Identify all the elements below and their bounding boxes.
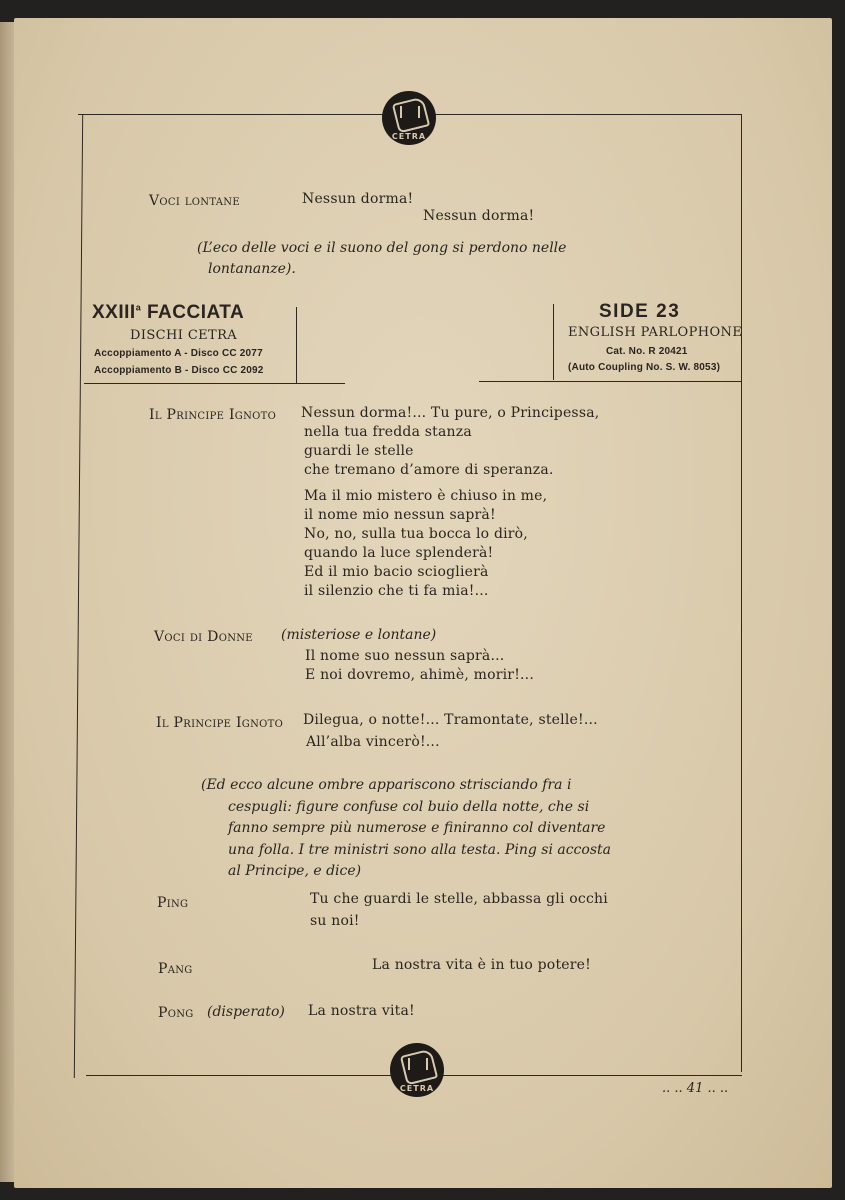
- cat-number: Cat. No. R 20421: [606, 346, 688, 357]
- frame-right-rule: [741, 114, 742, 1072]
- direction-line: una folla. I tre ministri sono alla testa. Ping si accosta: [228, 841, 611, 858]
- opening-line-2: Nessun dorma!: [423, 208, 535, 224]
- facciata-title: XXIII$^a$ FACCIATA: [92, 302, 245, 323]
- principe-line-1: Dilegua, o notte!... Tramontate, stelle!...: [303, 712, 598, 728]
- right-header-divider: [553, 304, 554, 380]
- verse-line: E noi dovremo, ahimè, morir!...: [305, 667, 534, 683]
- verse-line: Nessun dorma!... Tu pure, o Principessa,: [301, 405, 600, 421]
- coupling-b: Accoppiamento B - Disco CC 2092: [94, 365, 264, 376]
- page-number: .. .. 41 .. ..: [662, 1081, 729, 1096]
- donne-lines: [305, 647, 534, 685]
- speaker-voci-di-donne: Voci di Donne: [154, 629, 253, 645]
- verse-line: guardi le stelle: [304, 443, 414, 459]
- pong-note: (disperato): [207, 1004, 285, 1020]
- booklet-page: [14, 18, 832, 1188]
- ping-line-1: Tu che guardi le stelle, abbassa gli occhi: [310, 891, 608, 907]
- speaker-ping: Ping: [157, 895, 189, 911]
- speaker-pong: Pong: [158, 1005, 194, 1021]
- direction-line: cespugli: figure confuse col buio della notte, che si: [228, 798, 590, 815]
- principe-stanza-1: [301, 404, 599, 480]
- logo-text: CETRA: [399, 1084, 435, 1093]
- verse-line: No, no, sulla tua bocca lo dirò,: [304, 526, 528, 542]
- ping-line-2: su noi!: [310, 913, 360, 929]
- stage-direction: [201, 775, 611, 883]
- direction-line: al Principe, e dice): [228, 863, 362, 879]
- cetra-logo-top: [382, 91, 436, 145]
- speaker-principe-1: Il Principe Ignoto: [149, 407, 277, 423]
- opening-direction-1: (L’eco delle voci e il suono del gong si perdono nelle: [197, 240, 567, 256]
- dischi-cetra-label: DISCHI CETRA: [130, 328, 238, 343]
- speaker-principe-2: Il Principe Ignoto: [156, 715, 284, 731]
- auto-coupling: (Auto Coupling No. S. W. 8053): [568, 362, 721, 373]
- principe-line-2: All’alba vincerò!...: [306, 734, 440, 750]
- side-title: SIDE 23: [599, 301, 681, 322]
- verse-line: Ma il mio mistero è chiuso in me,: [304, 488, 548, 504]
- verse-line: che tremano d’amore di speranza.: [304, 462, 554, 478]
- left-header-divider: [296, 307, 297, 383]
- speaker-voci-lontane: Voci lontane: [149, 193, 240, 209]
- parlophone-label: ENGLISH PARLOPHONE: [568, 325, 743, 340]
- pang-line: La nostra vita è in tuo potere!: [372, 957, 591, 973]
- left-header-underline: [84, 383, 345, 384]
- opening-line-1: Nessun dorma!: [302, 191, 414, 207]
- verse-line: Ed il mio bacio scioglierà: [304, 564, 489, 580]
- pong-line: La nostra vita!: [308, 1003, 415, 1019]
- principe-stanza-2: [304, 487, 547, 601]
- verse-line: il silenzio che ti fa mia!...: [304, 583, 489, 599]
- opening-direction-2: lontananze).: [208, 261, 296, 277]
- verse-line: nella tua fredda stanza: [304, 424, 472, 440]
- donne-note: (misteriose e lontane): [281, 627, 437, 643]
- logo-text: CETRA: [391, 132, 427, 141]
- direction-line: fanno sempre più numerose e finiranno col diventare: [228, 820, 606, 836]
- right-header-underline: [479, 381, 742, 382]
- verse-line: Il nome suo nessun saprà...: [305, 648, 505, 664]
- verse-line: quando la luce splenderà!: [304, 545, 494, 561]
- cetra-logo-bottom: [390, 1043, 444, 1097]
- direction-line: (Ed ecco alcune ombre appariscono strisciando fra i: [201, 777, 572, 793]
- coupling-a: Accoppiamento A - Disco CC 2077: [94, 348, 263, 359]
- speaker-pang: Pang: [158, 961, 193, 977]
- verse-line: il nome mio nessun saprà!: [304, 507, 496, 523]
